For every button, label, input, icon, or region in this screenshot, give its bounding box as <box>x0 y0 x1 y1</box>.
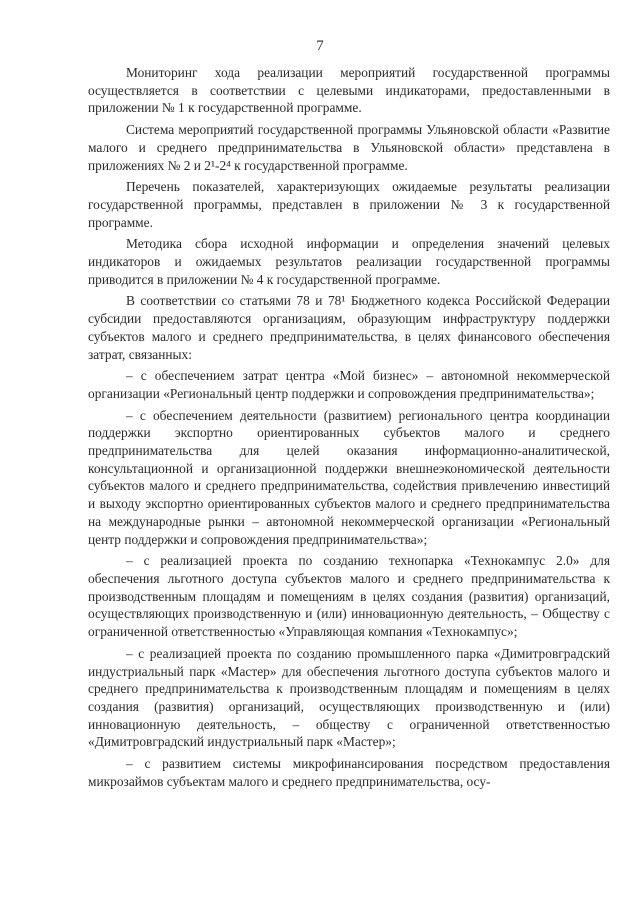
list-item-industrial-park: – с реализацией проекта по созданию промышленного парка «Димитровградский индустриальный парк «Мастер» для обеспечения льготного доступа субъектов малого и среднего предпринимательства к производственным площадям и помещениям в целях создания (развития) организаций, осуществляющих производственную и (или) инновационную деятельность, – обществу с ограниченной ответственностью «Димитровградский индустриальный парк «Мастер»; <box>88 645 610 750</box>
paragraph-measures-system: Система мероприятий государственной программы Ульяновской области «Развитие малого и среднего предпринимательства в Ульяновской области» представлена в приложениях № 2 и 2¹-2⁴ к государственной программе. <box>88 122 610 173</box>
document-body <box>88 64 610 794</box>
list-item-microfinance: – с развитием системы микрофинансирования посредством предоставления микрозаймов субъектам малого и среднего предпринимательства, осу- <box>88 756 610 789</box>
paragraph-subsidies: В соответствии со статьями 78 и 78¹ Бюджетного кодекса Российской Федерации субсидии предоставляются организациям, образующим инфраструктуру поддержки субъектов малого и среднего предпринимательства, в целях финансового обеспечения затрат, связанных: <box>88 293 610 362</box>
list-item-technopark: – с реализацией проекта по созданию технопарка «Технокампус 2.0» для обеспечения льготного доступа субъектов малого и среднего предпринимательства к производственным площадям и помещениям в целях создания (развития) организаций, осуществляющих производственную и (или) инновационную деятельность, – Обществу с ограниченной ответственностью «Управляющая компания «Технокампус»; <box>88 553 610 640</box>
list-item-my-business: – с обеспечением затрат центра «Мой бизнес» – автономной некоммерческой организации «Региональный центр поддержки и сопровождения предпринимательства»; <box>88 368 610 401</box>
paragraph-methodology: Методика сбора исходной информации и определения значений целевых индикаторов и ожидаемых результатов реализации государственной программы приводится в приложении № 4 к государственной программе. <box>88 236 610 287</box>
paragraph-indicators-list: Перечень показателей, характеризующих ожидаемые результаты реализации государственной программы, представлен в приложении № 3 к государственной программе. <box>88 179 610 230</box>
page-number: 7 <box>316 38 324 54</box>
list-item-export-center: – с обеспечением деятельности (развитием) регионального центра координации поддержки экспортно ориентированных субъектов малого и среднего предпринимательства для целей оказания информационно-аналитической, консультационной и организационной поддержки внешнеэкономической деятельности субъектов малого и среднего предпринимательства, содействия привлечению инвестиций и выходу экспортно ориентированных субъектов малого и среднего предпринимательства на международные рынки – автономной некоммерческой организации «Региональный центр поддержки и сопровождения предпринимательства»; <box>88 407 610 547</box>
paragraph-monitoring: Мониторинг хода реализации мероприятий государственной программы осуществляется в соответствии с целевыми индикаторами, предоставленными в приложении № 1 к государственной программе. <box>88 65 610 116</box>
